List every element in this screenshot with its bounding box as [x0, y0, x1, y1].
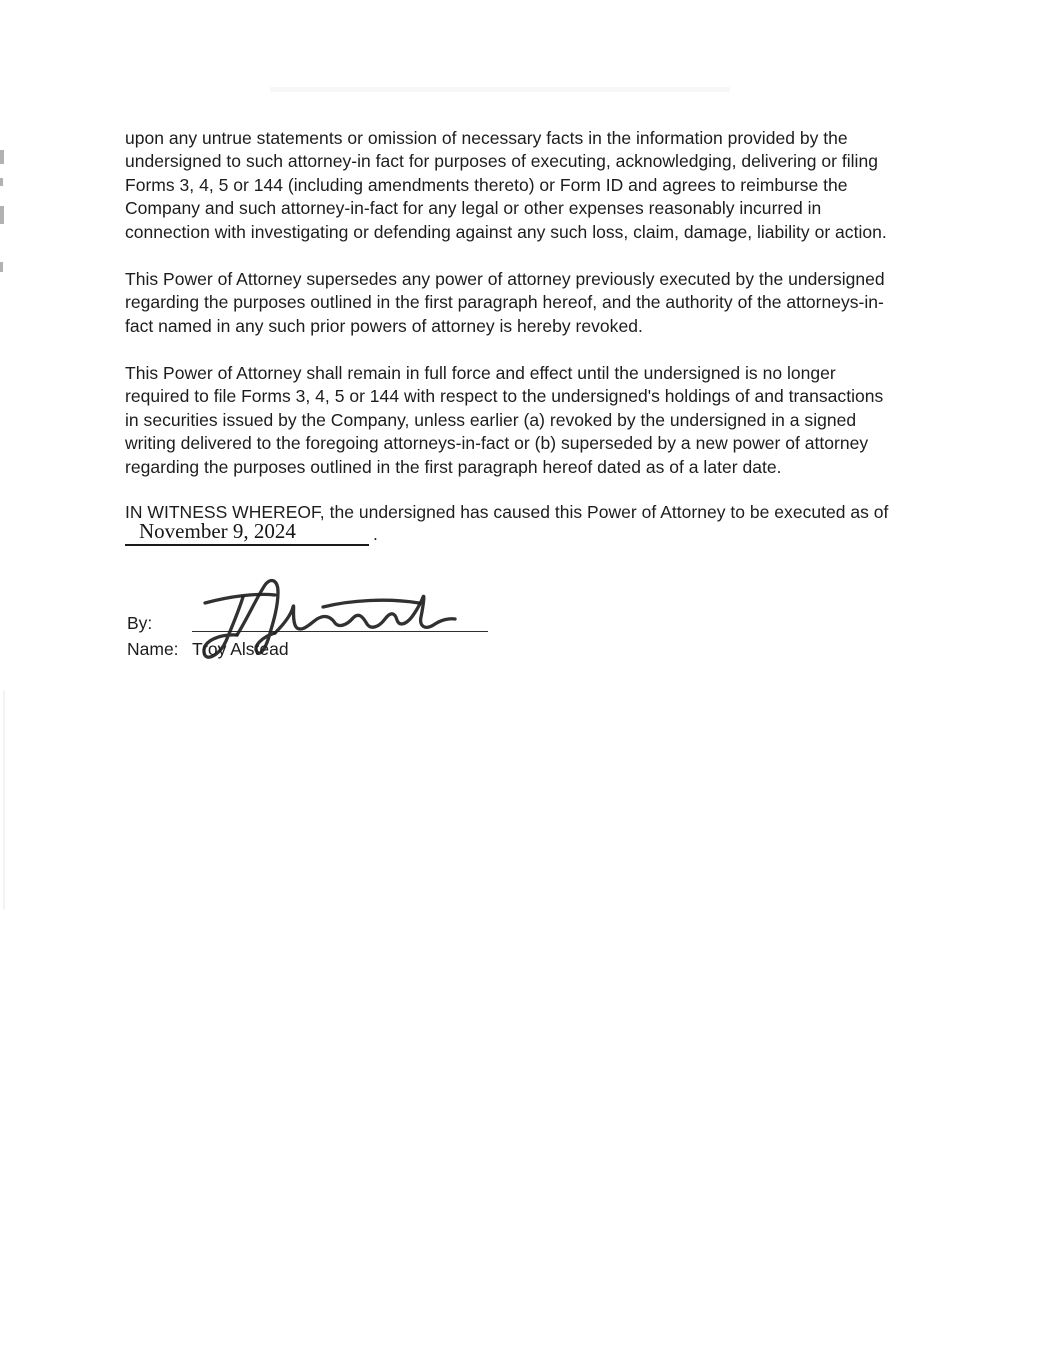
text-line: regarding the purposes outlined in the first paragraph hereof dated as of a later date. [125, 456, 782, 477]
date-period: . [373, 524, 378, 544]
text-line: in securities issued by the Company, unless earlier (a) revoked by the undersigned in a signed [125, 409, 857, 430]
text-line: regarding the purposes outlined in the first paragraph hereof, and the authority of the attorneys-in- [125, 292, 884, 313]
scan-artifact [270, 87, 730, 92]
signee-name: Troy Alstead [192, 639, 289, 659]
text-line: required to file Forms 3, 4, 5 or 144 with respect to the undersigned's holdings of and transactions [125, 386, 884, 407]
text-line: This Power of Attorney supersedes any power of attorney previously executed by the undersigned [125, 269, 885, 289]
text-line: Company and such attorney-in-fact for any legal or other expenses reasonably incurred in [125, 198, 822, 219]
execution-date-row [125, 518, 378, 546]
by-label: By: [127, 613, 153, 633]
text-line: writing delivered to the foregoing attorneys-in-fact or (b) superseded by a new power of attorney [125, 433, 869, 454]
text-line: connection with investigating or defending against any such loss, claim, damage, liability or action. [125, 221, 887, 242]
text-line: fact named in any such prior powers of attorney is hereby revoked. [125, 315, 643, 336]
scan-artifact [0, 178, 3, 186]
execution-date-value: November 9, 2024 [125, 518, 369, 546]
text-line: Forms 3, 4, 5 or 144 (including amendments thereto) or Form ID and agrees to reimburse the [125, 174, 848, 195]
scan-artifact [0, 206, 4, 224]
text-line: upon any untrue statements or omission of necessary facts in the information provided by the [125, 128, 848, 148]
text-line: IN WITNESS WHEREOF, the undersigned has caused this Power of Attorney to be executed as of [125, 502, 889, 522]
paragraph-supersedes [125, 268, 985, 338]
scan-artifact [3, 690, 5, 910]
scan-artifact [0, 262, 3, 272]
text-line: undersigned to such attorney-in fact for purposes of executing, acknowledging, delivering or filing [125, 151, 878, 172]
paragraph-indemnification [125, 127, 985, 244]
text-line: This Power of Attorney shall remain in full force and effect until the undersigned is no longer [125, 363, 836, 383]
paragraph-duration [125, 362, 985, 479]
handwritten-signature-icon [183, 573, 505, 673]
scan-artifact [0, 150, 4, 164]
name-label: Name: [127, 639, 179, 659]
